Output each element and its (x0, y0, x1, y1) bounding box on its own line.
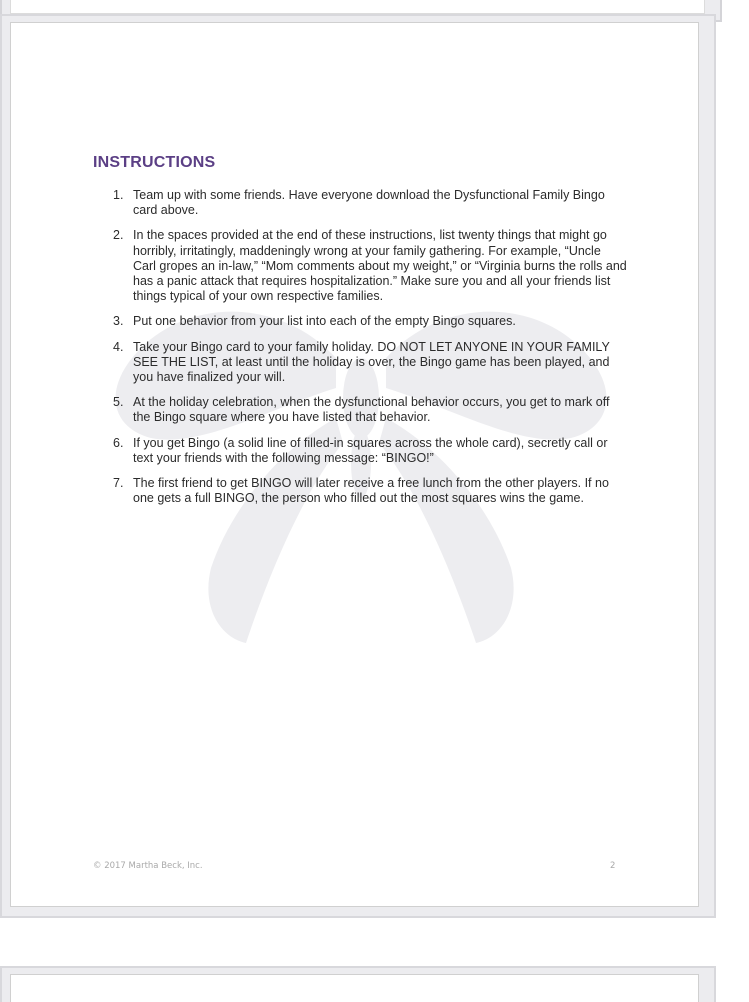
list-item-number: 6. (113, 435, 124, 450)
next-page-sheet (10, 974, 699, 1002)
list-item-number: 4. (113, 339, 124, 354)
list-item-number: 3. (113, 314, 124, 329)
list-item-number: 7. (113, 476, 124, 491)
list-item (107, 340, 627, 386)
list-item (107, 476, 627, 506)
list-item-text: Put one behavior from your list into each of the empty Bingo squares. (133, 314, 516, 329)
instructions-list (107, 188, 627, 506)
list-item-text: In the spaces provided at the end of these instructions, list twenty things that might go horribly, irritatingly, maddeningly wrong at your family gathering. For example, “Uncle Carl gropes an in-law,” “Mom comments about my weight,” or “Virginia burns the rolls and has a panic attack that requires hospitalization.” Make sure you and all your friends list things typical of your own respective families. (133, 228, 627, 304)
list-item-text: If you get Bingo (a solid line of filled-in squares across the whole card), secretly call or text your friends with the following message: “BINGO!” (133, 435, 608, 465)
list-item-text: Team up with some friends. Have everyone download the Dysfunctional Family Bingo card above. (133, 188, 605, 218)
list-item-number: 5. (113, 395, 124, 410)
page-heading: INSTRUCTIONS (93, 154, 216, 171)
list-item-number: 1. (113, 188, 124, 202)
next-page-edge[interactable] (0, 966, 716, 1002)
list-item-text: Take your Bingo card to your family holiday. DO NOT LET ANYONE IN YOUR FAMILY SEE THE LIST, at least until the holiday is over, the Bingo game has been played, and you have finalized your will. (133, 339, 610, 385)
list-item-text: At the holiday celebration, when the dysfunctional behavior occurs, you get to mark off the Bingo square where you have listed that behavior. (133, 395, 610, 425)
list-item (107, 395, 627, 425)
list-item (107, 228, 627, 304)
previous-page-sheet (10, 0, 705, 14)
page-frame[interactable] (0, 14, 716, 918)
document-page (10, 22, 699, 907)
list-item (107, 436, 627, 466)
list-item (107, 314, 627, 329)
footer-copyright: © 2017 Martha Beck, Inc. (93, 861, 203, 871)
list-item-number: 2. (113, 228, 124, 243)
footer-page-number: 2 (610, 861, 616, 871)
list-item-text: The first friend to get BINGO will later receive a free lunch from the other players. If no one gets a full BINGO, the person who filled out the most squares wins the game. (133, 476, 609, 506)
list-item (107, 188, 627, 218)
